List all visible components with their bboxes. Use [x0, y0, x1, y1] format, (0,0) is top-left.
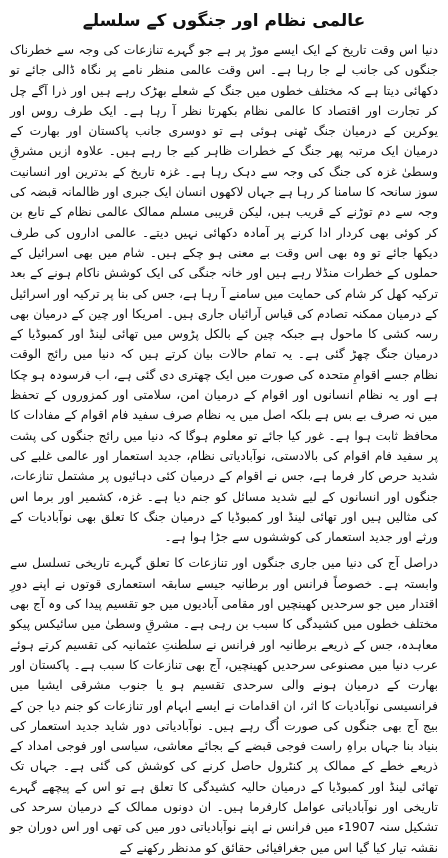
article-title: عالمی نظام اور جنگوں کے سلسلے: [82, 11, 366, 31]
article-paragraph-2: دراصل آج کی دنیا میں جاری جنگوں اور تنازعات کا تعلق گہرے تاریخی تسلسل سے وابستہ ہے۔ خصوصاً فرانس اور برطانیہ جیسے سابقہ استعماری قوتوں نے اپنے دورِ اقتدار میں جو سرحدیں کھینچیں اور مقامی آبادیوں میں جو تقسیم پیدا کی وہ آج بھی مختلف خطوں میں کشیدگی کا سبب بن رہی ہے۔ مشرقِ وسطیٰ میں سائیکس پیکو معاہدہ، جس کے ذریعے برطانیہ اور فرانس نے سلطنتِ عثمانیہ کی تقسیم کرتے ہوئے عرب دنیا میں مصنوعی سرحدیں کھینچیں، آج بھی تنازعات کا سبب ہے۔ پاکستان اور بھارت کے درمیان ہونے والی سرحدی تقسیم ہو یا جنوب مشرقی ایشیا میں فرانسیسی نوآبادیات کا اثر، ان اقدامات نے ایسے ابہام اور تنازعات کو جنم دیا جن کے بیج آج بھی جنگوں کی صورت اُگ رہے ہیں۔ نوآبادیاتی دور شاید جدید استعمار کی بنیاد بنا جہاں براہِ راست فوجی قبضے کے بجائے معاشی، سیاسی اور فوجی امداد کے ذریعے خطے کے ممالک پر کنٹرول حاصل کرنے کی کوشش کی گئی ہے۔ جہاں تک تھائی لینڈ اور کمبوڈیا کے درمیان حالیہ کشیدگی کا تعلق ہے تو اس کے پیچھے گہرے تاریخی اور نوآبادیاتی عوامل کارفرما ہیں۔ ان دونوں ممالک کے درمیان سرحد کی تشکیل سنہ 1907ء میں فرانس نے اپنے نوآبادیاتی دور میں کی تھی اور اس دوران جو نقشہ تیار کیا گیا اس میں جغرافیائی حقائق کو مدنظر رکھنے کے: [10, 556, 438, 855]
article-paragraph-1: دنیا اس وقت تاریخ کے ایک ایسے موڑ پر ہے جو گہرے تنازعات کی وجہ سے خطرناک جنگوں کی جانب لے جا رہا ہے۔ اس وقت عالمی منظر نامے پر نگاہ ڈالی جائے تو دکھائی دیتا ہے کہ مختلف خطوں میں جنگ کے شعلے بھڑک رہے ہیں اور ذرا آگے چل کر تجارت اور اقتصاد کا عالمی نظام بکھرتا نظر آ رہا ہے۔ ایک طرف روس اور یوکرین کے درمیان جنگ ٹھنی ہوئی ہے تو دوسری جانب پاکستان اور بھارت کے درمیان ایک مرتبہ پھر جنگ کے خطرات ظاہر کیے جا رہے ہیں۔ علاوہ ازیں مشرقِ وسطیٰ غزہ کی جنگ کی وجہ سے دہک رہا ہے۔ غزہ تاریخ کے بدترین اور انسانیت سوز سانحہ کا سامنا کر رہا ہے جہاں لاکھوں انسان ایک جبری اور ظالمانہ قبضہ کی وجہ سے دم توڑنے کے قریب ہیں، لیکن قریبی مسلم ممالک عالمی نظام کے تابع بن کر کوئی بھی کردار ادا کرنے پر آمادہ دکھائی نہیں دیتے۔ عالمی اداروں کی طرف دیکھا جائے تو وہ بھی اس وقت بے معنی ہو چکے ہیں۔ شام میں بھی اسرائیل کے حملوں کے خطرات منڈلا رہے ہیں اور خانہ جنگی کی ایک کوشش ناکام ہونے کے بعد ترکیہ کھل کر شام کی حمایت میں سامنے آ رہا ہے، جس کی بنا پر ترکیہ اور اسرائیل کے درمیان ممکنہ تصادم کی قیاس آرائیاں جاری ہیں۔ امریکا اور چین کے درمیان بھی رسہ کشی کا ماحول ہے جبکہ چین کے بالکل پڑوس میں تھائی لینڈ اور کمبوڈیا کے درمیان جنگ چھڑ گئی ہے۔ یہ تمام حالات بیان کرتے ہیں کہ دنیا میں رائج الوقت نظام جسے اقوامِ متحدہ کی صورت میں ایک چھتری دی گئی ہے، اب فرسودہ ہو چکا ہے اور یہ نظام انسانوں اور اقوام کے درمیان امن، سلامتی اور کمزوروں کے تحفظ میں نہ صرف بے بس ہے بلکہ اصل میں یہ نظام صرف سفید فام اقوام کے مفادات کا محافظ ثابت ہوا ہے۔ غور کیا جائے تو معلوم ہوگا کہ دنیا میں رائج جنگوں کی پشت پر سفید فام اقوام کی بالادستی، نوآبادیاتی نظام، جدید استعمار اور عالمی غلبے کی شدید حرص کار فرما ہے، جس نے اقوام کے درمیان کئی دہائیوں پر مشتمل تنازعات، جنگوں اور انسانوں کے لیے شدید مسائل کو جنم دیا ہے۔ غزہ، کشمیر اور برما اس کی مثالیں ہیں اور تھائی لینڈ اور کمبوڈیا کے درمیان جنگ کا تعلق بھی نوآبادیات کے ورثے اور جدید استعمار کی کوششوں سے جڑا ہوا ہے۔: [10, 43, 438, 545]
